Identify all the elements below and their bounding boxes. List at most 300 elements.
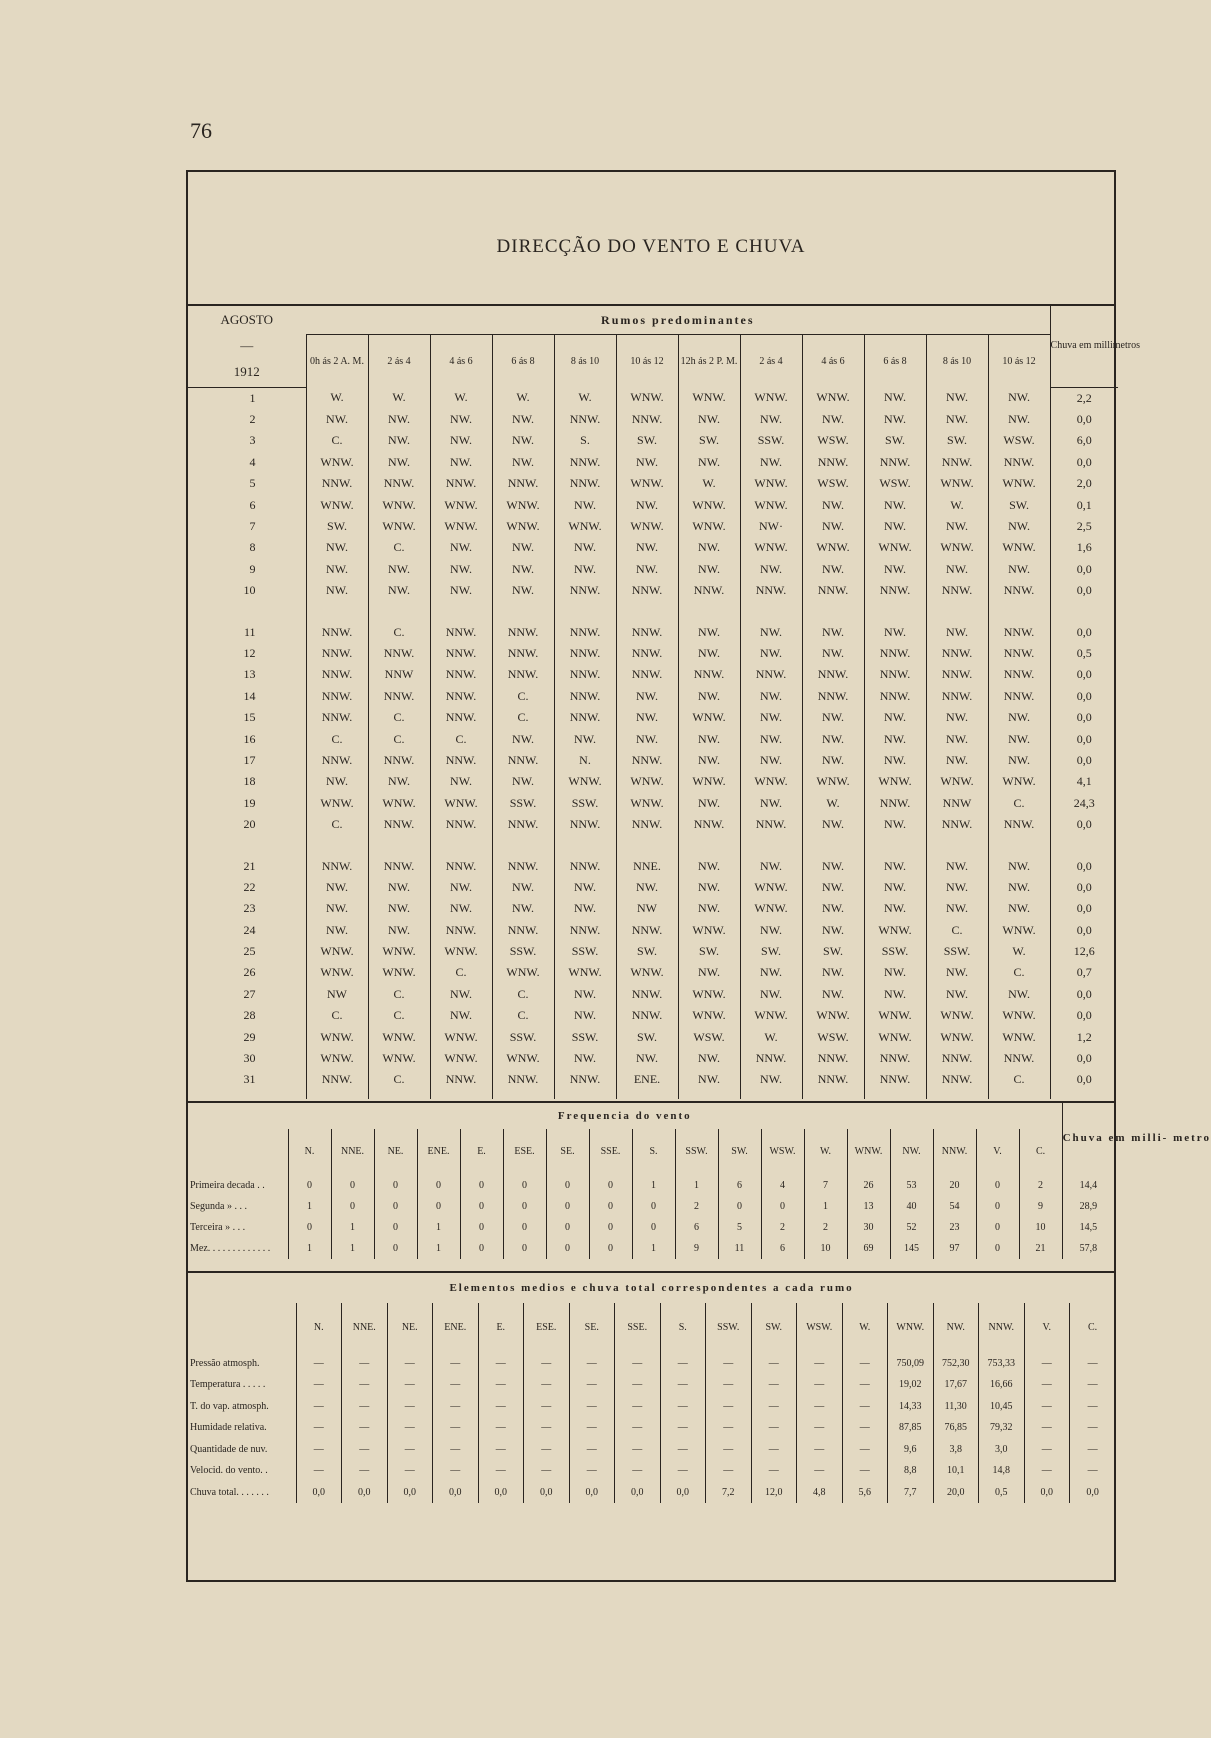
direction-cell: NNW. bbox=[988, 452, 1050, 473]
direction-header: N. bbox=[296, 1303, 342, 1353]
element-cell: — bbox=[524, 1460, 570, 1482]
element-cell: 20,0 bbox=[933, 1482, 979, 1504]
direction-cell: NNW. bbox=[802, 664, 864, 685]
direction-cell: WNW. bbox=[678, 984, 740, 1005]
direction-cell: NNW. bbox=[802, 580, 864, 601]
direction-cell: NNW. bbox=[430, 621, 492, 642]
direction-header: SSW. bbox=[706, 1303, 752, 1353]
direction-cell: C. bbox=[926, 919, 988, 940]
element-cell: — bbox=[842, 1374, 888, 1396]
direction-cell: NW. bbox=[802, 516, 864, 537]
element-cell: — bbox=[706, 1396, 752, 1418]
element-cell: 0,5 bbox=[979, 1482, 1025, 1504]
rain-cell: 0,0 bbox=[1050, 686, 1118, 707]
rain-cell: 0,0 bbox=[1050, 814, 1118, 835]
direction-cell: WNW. bbox=[988, 1026, 1050, 1047]
element-cell: — bbox=[296, 1374, 342, 1396]
direction-cell: NW. bbox=[430, 409, 492, 430]
direction-cell: WNW. bbox=[554, 771, 616, 792]
frequency-cell: 52 bbox=[890, 1217, 933, 1238]
mean-elements-header-row bbox=[188, 1303, 1115, 1353]
day-cell: 30 bbox=[243, 1051, 256, 1066]
rain-cell: 0,0 bbox=[1050, 664, 1118, 685]
rain-cell: 0,0 bbox=[1050, 409, 1118, 430]
direction-cell: C. bbox=[988, 793, 1050, 814]
row-label-header bbox=[188, 1303, 296, 1353]
direction-cell: C. bbox=[368, 984, 430, 1005]
direction-cell: NW. bbox=[864, 984, 926, 1005]
day-cell: 18 bbox=[243, 774, 256, 789]
direction-cell: WNW. bbox=[554, 516, 616, 537]
day-cell: 12 bbox=[243, 645, 256, 660]
direction-cell: SW. bbox=[678, 941, 740, 962]
gap-cell bbox=[188, 835, 306, 855]
direction-header: NW. bbox=[890, 1129, 933, 1175]
direction-cell: NW. bbox=[678, 793, 740, 814]
table-row bbox=[188, 430, 1118, 451]
direction-cell: NW. bbox=[368, 430, 430, 451]
direction-cell: C. bbox=[306, 430, 368, 451]
direction-cell: C. bbox=[368, 707, 430, 728]
element-cell: 7,7 bbox=[888, 1482, 934, 1504]
mean-elements-caption: Elementos medios e chuva total correspondentes a cada rumo bbox=[449, 1281, 854, 1294]
direction-cell: NW. bbox=[988, 409, 1050, 430]
direction-cell: NW. bbox=[988, 516, 1050, 537]
direction-cell: W. bbox=[988, 941, 1050, 962]
element-cell: 79,32 bbox=[979, 1417, 1025, 1439]
period-header: 6 ás 8 bbox=[492, 335, 554, 388]
element-cell: — bbox=[478, 1460, 524, 1482]
frequency-cell: 0 bbox=[417, 1196, 460, 1217]
direction-cell: NNW. bbox=[492, 855, 554, 876]
element-cell: 10,1 bbox=[933, 1460, 979, 1482]
direction-cell: NW. bbox=[678, 750, 740, 771]
table-row bbox=[188, 1417, 1115, 1439]
frequency-cell: 6 bbox=[718, 1175, 761, 1196]
direction-header: SE. bbox=[546, 1129, 589, 1175]
row-label: Terceira » . . . bbox=[190, 1221, 246, 1233]
direction-cell: NW. bbox=[864, 728, 926, 749]
direction-header: ENE. bbox=[417, 1129, 460, 1175]
table-row bbox=[188, 1374, 1115, 1396]
frequency-cell: 1 bbox=[632, 1175, 675, 1196]
direction-cell: NW. bbox=[864, 898, 926, 919]
direction-cell: NW. bbox=[306, 898, 368, 919]
rain-cell: 0,7 bbox=[1050, 962, 1118, 983]
direction-cell: WNW. bbox=[306, 494, 368, 515]
direction-cell: SW. bbox=[864, 430, 926, 451]
day-cell: 31 bbox=[243, 1072, 256, 1087]
rain-cell: 0,0 bbox=[1050, 855, 1118, 876]
direction-cell: NW. bbox=[616, 1048, 678, 1069]
element-cell: — bbox=[751, 1417, 797, 1439]
page-title: DIRECÇÃO DO VENTO E CHUVA bbox=[188, 172, 1114, 306]
row-label: Primeira decada . . bbox=[190, 1179, 265, 1191]
frequency-cell: 2 bbox=[761, 1217, 804, 1238]
direction-cell: NW. bbox=[430, 898, 492, 919]
day-cell: 3 bbox=[249, 433, 256, 448]
direction-cell: W. bbox=[554, 387, 616, 409]
direction-header: WSW. bbox=[761, 1129, 804, 1175]
direction-cell: NNW. bbox=[368, 750, 430, 771]
direction-cell: NW. bbox=[554, 898, 616, 919]
frequency-cell: 10 bbox=[804, 1238, 847, 1259]
direction-cell: NW. bbox=[492, 771, 554, 792]
period-header: 2 ás 4 bbox=[740, 335, 802, 388]
direction-cell: C. bbox=[368, 1005, 430, 1026]
element-cell: — bbox=[797, 1417, 843, 1439]
element-cell: 0,0 bbox=[478, 1482, 524, 1504]
direction-cell: NNW. bbox=[864, 580, 926, 601]
direction-cell: SW. bbox=[802, 941, 864, 962]
direction-cell: NW. bbox=[988, 728, 1050, 749]
element-cell: — bbox=[524, 1439, 570, 1461]
direction-cell: WNW. bbox=[740, 537, 802, 558]
gap-cell bbox=[864, 835, 926, 855]
direction-cell: NNW. bbox=[368, 686, 430, 707]
rain-cell: 4,1 bbox=[1050, 771, 1118, 792]
direction-cell: NW. bbox=[988, 877, 1050, 898]
direction-cell: SSW. bbox=[492, 941, 554, 962]
table-row bbox=[188, 1069, 1118, 1098]
direction-cell: NNW. bbox=[430, 643, 492, 664]
direction-cell: NW. bbox=[802, 814, 864, 835]
direction-cell: NW. bbox=[864, 559, 926, 580]
rain-cell: 2,5 bbox=[1050, 516, 1118, 537]
day-cell: 15 bbox=[243, 710, 256, 725]
direction-cell: NNW. bbox=[864, 452, 926, 473]
element-cell: — bbox=[387, 1439, 433, 1461]
direction-cell: NNW. bbox=[554, 855, 616, 876]
direction-cell: WNW. bbox=[864, 771, 926, 792]
direction-cell: WNW. bbox=[616, 962, 678, 983]
rain-cell: 0,0 bbox=[1050, 898, 1118, 919]
element-cell: — bbox=[342, 1374, 388, 1396]
element-cell: — bbox=[1070, 1439, 1116, 1461]
direction-cell: WNW. bbox=[492, 1048, 554, 1069]
table-row bbox=[188, 793, 1118, 814]
direction-cell: NW. bbox=[740, 707, 802, 728]
direction-cell: NNW. bbox=[864, 686, 926, 707]
direction-header: NNW. bbox=[979, 1303, 1025, 1353]
direction-cell: NW. bbox=[740, 984, 802, 1005]
direction-cell: NW. bbox=[864, 621, 926, 642]
frequency-cell: 26 bbox=[847, 1175, 890, 1196]
direction-header: NW. bbox=[933, 1303, 979, 1353]
direction-cell: NW. bbox=[802, 621, 864, 642]
frequency-cell: 0 bbox=[546, 1196, 589, 1217]
gap-cell bbox=[802, 835, 864, 855]
element-cell: — bbox=[1024, 1460, 1070, 1482]
gap-cell bbox=[802, 601, 864, 621]
table-row bbox=[188, 621, 1118, 642]
rain-cell: 14,4 bbox=[1062, 1175, 1114, 1196]
row-label: Segunda » . . . bbox=[190, 1200, 247, 1212]
element-cell: — bbox=[842, 1353, 888, 1375]
direction-cell: NW. bbox=[492, 877, 554, 898]
direction-cell: NW. bbox=[368, 559, 430, 580]
direction-cell: WNW. bbox=[306, 1026, 368, 1047]
element-cell: — bbox=[1070, 1396, 1116, 1418]
gap-cell bbox=[1050, 601, 1118, 621]
rain-cell: 0,0 bbox=[1050, 1048, 1118, 1069]
frequency-cell: 1 bbox=[417, 1217, 460, 1238]
direction-cell: NNW. bbox=[864, 643, 926, 664]
direction-header: ESE. bbox=[524, 1303, 570, 1353]
direction-cell: C. bbox=[368, 728, 430, 749]
element-cell: — bbox=[342, 1353, 388, 1375]
direction-cell: NNW. bbox=[306, 643, 368, 664]
element-cell: — bbox=[433, 1374, 479, 1396]
element-cell: — bbox=[478, 1439, 524, 1461]
frequency-cell: 23 bbox=[933, 1217, 976, 1238]
direction-cell: NW bbox=[306, 984, 368, 1005]
direction-cell: NNW. bbox=[988, 643, 1050, 664]
mean-elements-section bbox=[188, 1271, 1114, 1504]
direction-cell: WNW. bbox=[740, 494, 802, 515]
rain-cell: 0,0 bbox=[1050, 621, 1118, 642]
frequency-cell: 7 bbox=[804, 1175, 847, 1196]
element-cell: 11,30 bbox=[933, 1396, 979, 1418]
rain-cell: 0,0 bbox=[1050, 580, 1118, 601]
frequency-cell: 11 bbox=[718, 1238, 761, 1259]
day-cell: 2 bbox=[249, 412, 256, 427]
element-cell: 76,85 bbox=[933, 1417, 979, 1439]
direction-cell: NW. bbox=[740, 1069, 802, 1098]
day-cell: 27 bbox=[243, 986, 256, 1001]
direction-cell: WSW. bbox=[988, 430, 1050, 451]
frequency-cell: 0 bbox=[546, 1217, 589, 1238]
direction-cell: NW. bbox=[368, 452, 430, 473]
direction-header: ENE. bbox=[433, 1303, 479, 1353]
frequency-cell: 0 bbox=[331, 1175, 374, 1196]
direction-cell: NW. bbox=[802, 750, 864, 771]
day-cell: 16 bbox=[243, 731, 256, 746]
direction-cell: SSW. bbox=[864, 941, 926, 962]
direction-cell: NW. bbox=[802, 962, 864, 983]
rain-cell: 2,2 bbox=[1050, 387, 1118, 409]
direction-cell: NW. bbox=[802, 707, 864, 728]
direction-cell: NW. bbox=[926, 707, 988, 728]
row-label: Quantidade de nuv. bbox=[190, 1443, 268, 1455]
direction-cell: WNW. bbox=[368, 793, 430, 814]
decade-gap bbox=[188, 835, 1118, 855]
direction-cell: NW. bbox=[492, 537, 554, 558]
element-cell: 5,6 bbox=[842, 1482, 888, 1504]
direction-cell: WSW. bbox=[802, 430, 864, 451]
gap-cell bbox=[926, 835, 988, 855]
direction-cell: NNW. bbox=[864, 664, 926, 685]
direction-cell: NW. bbox=[678, 962, 740, 983]
direction-cell: WNW. bbox=[988, 1005, 1050, 1026]
direction-cell: NW. bbox=[368, 580, 430, 601]
direction-cell: NW. bbox=[864, 409, 926, 430]
direction-cell: NW. bbox=[740, 559, 802, 580]
frequency-cell: 0 bbox=[503, 1196, 546, 1217]
frequency-cell: 0 bbox=[589, 1196, 632, 1217]
direction-cell: C. bbox=[430, 728, 492, 749]
direction-cell: SSW. bbox=[554, 941, 616, 962]
direction-cell: NNW. bbox=[678, 580, 740, 601]
direction-cell: WNW. bbox=[430, 1026, 492, 1047]
mean-elements-table bbox=[188, 1273, 1115, 1504]
direction-cell: NW. bbox=[554, 1005, 616, 1026]
direction-cell: NNW. bbox=[740, 1048, 802, 1069]
day-cell: 20 bbox=[243, 817, 256, 832]
direction-cell: C. bbox=[988, 962, 1050, 983]
element-cell: — bbox=[615, 1460, 661, 1482]
direction-cell: NW. bbox=[554, 877, 616, 898]
frequency-cell: 0 bbox=[503, 1217, 546, 1238]
frequency-cell: 69 bbox=[847, 1238, 890, 1259]
decade-gap bbox=[188, 601, 1118, 621]
direction-cell: NNW. bbox=[306, 750, 368, 771]
direction-cell: NW. bbox=[988, 750, 1050, 771]
direction-cell: NW. bbox=[678, 855, 740, 876]
direction-cell: NW. bbox=[554, 1048, 616, 1069]
frequency-cell: 0 bbox=[589, 1238, 632, 1259]
rain-cell: 57,8 bbox=[1062, 1238, 1114, 1259]
direction-cell: NW. bbox=[678, 898, 740, 919]
direction-cell: NNE. bbox=[616, 855, 678, 876]
direction-cell: NNW. bbox=[554, 814, 616, 835]
direction-cell: WNW. bbox=[926, 537, 988, 558]
direction-cell: NNW. bbox=[492, 643, 554, 664]
direction-cell: NW. bbox=[988, 984, 1050, 1005]
element-cell: 14,33 bbox=[888, 1396, 934, 1418]
direction-cell: NW. bbox=[802, 984, 864, 1005]
table-row bbox=[188, 898, 1118, 919]
frequency-cell: 0 bbox=[503, 1175, 546, 1196]
rain-cell: 0,0 bbox=[1050, 750, 1118, 771]
element-cell: 753,33 bbox=[979, 1353, 1025, 1375]
table-row bbox=[188, 387, 1118, 409]
direction-cell: WNW. bbox=[988, 473, 1050, 494]
direction-cell: NNW. bbox=[554, 643, 616, 664]
direction-cell: WNW. bbox=[306, 1048, 368, 1069]
direction-cell: NW. bbox=[678, 728, 740, 749]
direction-cell: NNW. bbox=[864, 1048, 926, 1069]
direction-cell: NNW. bbox=[616, 984, 678, 1005]
direction-cell: NNW. bbox=[306, 855, 368, 876]
year-label: 1912 bbox=[233, 364, 260, 380]
element-cell: — bbox=[433, 1439, 479, 1461]
table-row bbox=[188, 728, 1118, 749]
direction-cell: WNW. bbox=[740, 771, 802, 792]
element-cell: — bbox=[660, 1374, 706, 1396]
period-header: 4 ás 6 bbox=[802, 335, 864, 388]
direction-cell: NNW. bbox=[492, 919, 554, 940]
direction-cell: C. bbox=[492, 686, 554, 707]
direction-cell: WNW. bbox=[616, 771, 678, 792]
element-cell: — bbox=[842, 1396, 888, 1418]
direction-header: C. bbox=[1070, 1303, 1116, 1353]
direction-cell: NNW. bbox=[616, 580, 678, 601]
direction-header: NE. bbox=[374, 1129, 417, 1175]
frequency-cell: 0 bbox=[374, 1196, 417, 1217]
direction-cell: WNW. bbox=[616, 516, 678, 537]
direction-cell: NW. bbox=[926, 409, 988, 430]
direction-cell: W. bbox=[306, 387, 368, 409]
element-cell: 3,0 bbox=[979, 1439, 1025, 1461]
direction-cell: NW. bbox=[864, 707, 926, 728]
element-cell: 0,0 bbox=[342, 1482, 388, 1504]
direction-cell: W. bbox=[678, 473, 740, 494]
frequency-cell: 0 bbox=[546, 1175, 589, 1196]
table-row bbox=[188, 1048, 1118, 1069]
direction-cell: WNW. bbox=[430, 793, 492, 814]
direction-cell: WNW. bbox=[864, 1026, 926, 1047]
table-row bbox=[188, 559, 1118, 580]
frequency-cell: 4 bbox=[761, 1175, 804, 1196]
row-label: Temperatura . . . . . bbox=[190, 1379, 266, 1391]
direction-cell: NNW. bbox=[926, 814, 988, 835]
direction-cell: NW. bbox=[802, 728, 864, 749]
direction-cell: NNW. bbox=[616, 750, 678, 771]
direction-cell: WNW. bbox=[678, 516, 740, 537]
direction-cell: NW. bbox=[430, 452, 492, 473]
gap-cell bbox=[430, 835, 492, 855]
direction-cell: SSW. bbox=[492, 793, 554, 814]
direction-cell: NNW. bbox=[368, 814, 430, 835]
direction-cell: NNW. bbox=[554, 473, 616, 494]
frequency-cell: 0 bbox=[976, 1196, 1019, 1217]
direction-cell: NW. bbox=[678, 559, 740, 580]
day-cell: 7 bbox=[249, 519, 256, 534]
element-cell: — bbox=[660, 1396, 706, 1418]
period-header: 8 ás 10 bbox=[926, 335, 988, 388]
frequency-cell: 21 bbox=[1019, 1238, 1062, 1259]
element-cell: — bbox=[842, 1460, 888, 1482]
element-cell: — bbox=[797, 1374, 843, 1396]
direction-cell: WNW. bbox=[678, 494, 740, 515]
gap-cell bbox=[926, 601, 988, 621]
direction-cell: NNW. bbox=[616, 643, 678, 664]
table-row bbox=[188, 941, 1118, 962]
frequency-cell: 0 bbox=[976, 1238, 1019, 1259]
rain-cell: 0,0 bbox=[1050, 559, 1118, 580]
direction-cell: NNW. bbox=[554, 452, 616, 473]
direction-header: NE. bbox=[387, 1303, 433, 1353]
element-cell: — bbox=[296, 1417, 342, 1439]
direction-cell: NW. bbox=[616, 707, 678, 728]
element-cell: — bbox=[615, 1439, 661, 1461]
element-cell: — bbox=[569, 1374, 615, 1396]
direction-cell: NW. bbox=[740, 643, 802, 664]
row-label: Pressão atmosph. bbox=[190, 1357, 260, 1369]
day-cell: 25 bbox=[243, 944, 256, 959]
element-cell: — bbox=[706, 1460, 752, 1482]
direction-cell: WNW. bbox=[988, 537, 1050, 558]
frequency-cell: 1 bbox=[331, 1238, 374, 1259]
rain-cell: 24,3 bbox=[1050, 793, 1118, 814]
element-cell: — bbox=[569, 1417, 615, 1439]
table-row bbox=[188, 494, 1118, 515]
direction-cell: WNW. bbox=[864, 919, 926, 940]
day-cell: 21 bbox=[243, 858, 256, 873]
rain-cell: 6,0 bbox=[1050, 430, 1118, 451]
frequency-cell: 20 bbox=[933, 1175, 976, 1196]
direction-cell: NW. bbox=[678, 877, 740, 898]
element-cell: — bbox=[433, 1460, 479, 1482]
gap-cell bbox=[430, 601, 492, 621]
direction-cell: WNW. bbox=[368, 962, 430, 983]
direction-cell: NNW. bbox=[864, 1069, 926, 1098]
element-cell: — bbox=[1024, 1396, 1070, 1418]
period-header-row bbox=[188, 335, 1118, 388]
direction-cell: NW. bbox=[306, 580, 368, 601]
direction-header: V. bbox=[1024, 1303, 1070, 1353]
